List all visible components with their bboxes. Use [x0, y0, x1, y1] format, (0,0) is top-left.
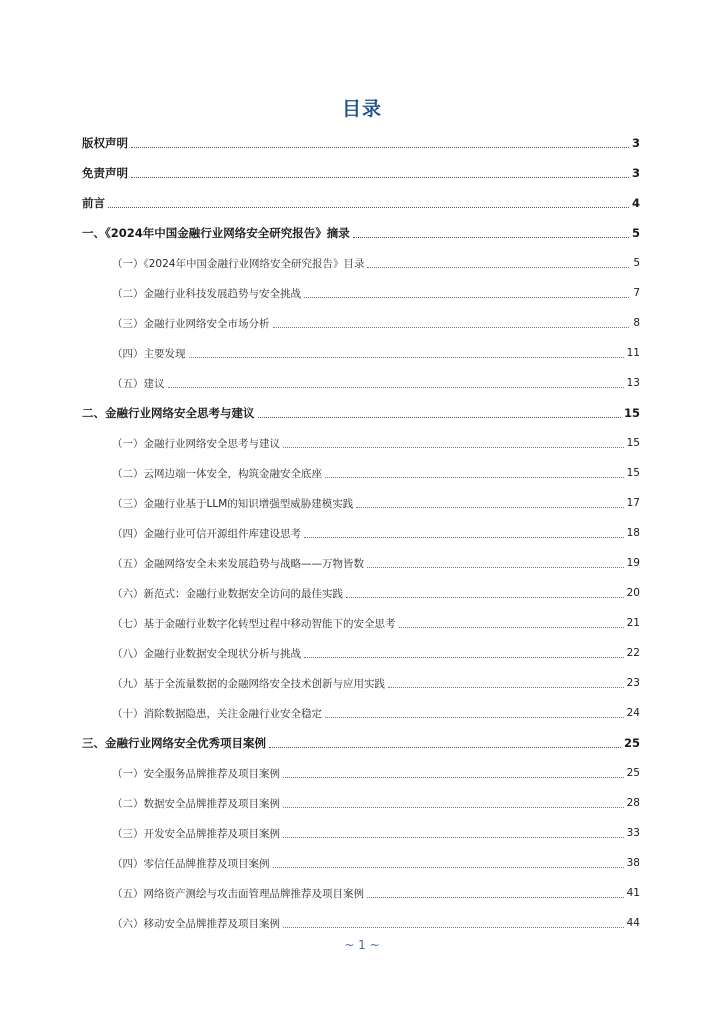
toc-entry-label: （五）金融网络安全未来发展趋势与战略——万物皆数	[112, 557, 364, 570]
toc-leader-dots	[273, 867, 624, 868]
toc-entry-page: 3	[631, 136, 640, 150]
toc-section-entry[interactable]	[82, 188, 640, 218]
toc-entry-label: 一、《2024年中国金融行业网络安全研究报告》摘录	[82, 226, 350, 240]
toc-leader-dots	[367, 567, 624, 568]
toc-entry-label: （二）云网边端一体安全，构筑金融安全底座	[112, 467, 322, 480]
toc-entry-label: （五）建议	[112, 377, 165, 390]
toc-subsection-entry[interactable]	[112, 368, 640, 398]
toc-entry-page: 23	[626, 677, 640, 689]
toc-leader-dots	[304, 657, 624, 658]
toc-entry-label: （八）金融行业数据安全现状分析与挑战	[112, 647, 301, 660]
toc-entry-label: （九）基于全流量数据的金融网络安全技术创新与应用实践	[112, 677, 385, 690]
toc-entry-page: 17	[626, 497, 640, 509]
toc-leader-dots	[108, 207, 629, 208]
toc-entry-page: 41	[626, 887, 640, 899]
toc-subsection-entry[interactable]	[112, 338, 640, 368]
toc-entry-page: 38	[626, 857, 640, 869]
toc-entry-page: 21	[626, 617, 640, 629]
toc-subsection-entry[interactable]	[112, 638, 640, 668]
toc-entry-label: （一）金融行业网络安全思考与建议	[112, 437, 280, 450]
toc-leader-dots	[304, 537, 624, 538]
toc-entry-label: （四）主要发现	[112, 347, 186, 360]
toc-subsection-entry[interactable]	[112, 578, 640, 608]
toc-leader-dots	[304, 297, 629, 298]
toc-leader-dots	[283, 927, 624, 928]
toc-entry-page: 4	[631, 196, 640, 210]
toc-entry-label: （十）消除数据隐患，关注金融行业安全稳定	[112, 707, 322, 720]
toc-entry-label: （二）金融行业科技发展趋势与安全挑战	[112, 287, 301, 300]
toc-entry-page: 5	[631, 226, 640, 240]
toc-entry-page: 8	[633, 317, 640, 329]
toc-entry-label: （六）新范式：金融行业数据安全访问的最佳实践	[112, 587, 343, 600]
toc-leader-dots	[283, 777, 624, 778]
toc-entry-label: （二）数据安全品牌推荐及项目案例	[112, 797, 280, 810]
toc-entry-label: （六）移动安全品牌推荐及项目案例	[112, 917, 280, 930]
toc-subsection-entry[interactable]	[112, 308, 640, 338]
toc-subsection-entry[interactable]	[112, 668, 640, 698]
toc-leader-dots	[273, 327, 630, 328]
toc-entry-label: （三）金融行业基于LLM的知识增强型威胁建模实践	[112, 497, 354, 510]
toc-leader-dots	[399, 627, 624, 628]
toc-entry-label: （四）零信任品牌推荐及项目案例	[112, 857, 270, 870]
toc-leader-dots	[189, 357, 624, 358]
toc-entry-page: 15	[623, 406, 640, 420]
toc-subsection-entry[interactable]	[112, 458, 640, 488]
toc-entry-page: 28	[626, 797, 640, 809]
toc-subsection-entry[interactable]	[112, 758, 640, 788]
toc-leader-dots	[325, 717, 624, 718]
toc-leader-dots	[325, 477, 624, 478]
table-of-contents	[82, 128, 640, 938]
toc-leader-dots	[346, 597, 624, 598]
toc-leader-dots	[131, 177, 629, 178]
toc-entry-label: 二、金融行业网络安全思考与建议	[82, 406, 255, 420]
toc-leader-dots	[283, 807, 624, 808]
toc-leader-dots	[283, 837, 624, 838]
toc-leader-dots	[131, 147, 629, 148]
page-number: ~ 1 ~	[344, 938, 380, 952]
toc-entry-page: 5	[633, 257, 640, 269]
toc-entry-page: 3	[631, 166, 640, 180]
toc-section-entry[interactable]	[82, 398, 640, 428]
toc-entry-label: 三、金融行业网络安全优秀项目案例	[82, 736, 266, 750]
toc-entry-label: 前言	[82, 196, 105, 210]
toc-entry-page: 7	[633, 287, 640, 299]
toc-entry-page: 11	[626, 347, 640, 359]
toc-subsection-entry[interactable]	[112, 818, 640, 848]
toc-entry-label: （三）金融行业网络安全市场分析	[112, 317, 270, 330]
toc-subsection-entry[interactable]	[112, 698, 640, 728]
toc-subsection-entry[interactable]	[112, 908, 640, 938]
toc-entry-page: 25	[623, 736, 640, 750]
toc-subsection-entry[interactable]	[112, 248, 640, 278]
toc-entry-label: （七）基于金融行业数字化转型过程中移动智能下的安全思考	[112, 617, 396, 630]
toc-section-entry[interactable]	[82, 728, 640, 758]
toc-entry-page: 44	[626, 917, 640, 929]
toc-entry-page: 13	[626, 377, 640, 389]
toc-entry-page: 24	[626, 707, 640, 719]
toc-leader-dots	[367, 267, 629, 268]
toc-entry-label: （三）开发安全品牌推荐及项目案例	[112, 827, 280, 840]
toc-leader-dots	[283, 447, 624, 448]
toc-subsection-entry[interactable]	[112, 608, 640, 638]
toc-entry-page: 19	[626, 557, 640, 569]
toc-subsection-entry[interactable]	[112, 788, 640, 818]
toc-entry-label: 版权声明	[82, 136, 128, 150]
toc-leader-dots	[258, 417, 621, 418]
toc-entry-page: 22	[626, 647, 640, 659]
toc-entry-page: 25	[626, 767, 640, 779]
toc-entry-page: 18	[626, 527, 640, 539]
toc-leader-dots	[168, 387, 624, 388]
toc-entry-label: （四）金融行业可信开源组件库建设思考	[112, 527, 301, 540]
toc-entry-label: （一）安全服务品牌推荐及项目案例	[112, 767, 280, 780]
toc-entry-page: 33	[626, 827, 640, 839]
toc-subsection-entry[interactable]	[112, 488, 640, 518]
toc-subsection-entry[interactable]	[112, 548, 640, 578]
toc-subsection-entry[interactable]	[112, 428, 640, 458]
toc-leader-dots	[356, 507, 623, 508]
toc-section-entry[interactable]	[82, 218, 640, 248]
toc-leader-dots	[367, 897, 624, 898]
toc-entry-page: 15	[626, 437, 640, 449]
toc-entry-label: （五）网络资产测绘与攻击面管理品牌推荐及项目案例	[112, 887, 364, 900]
toc-leader-dots	[269, 747, 621, 748]
toc-entry-page: 20	[626, 587, 640, 599]
toc-subsection-entry[interactable]	[112, 278, 640, 308]
toc-section-entry[interactable]	[82, 128, 640, 158]
toc-entry-label: （一）《2024年中国金融行业网络安全研究报告》目录	[112, 257, 365, 270]
toc-subsection-entry[interactable]	[112, 848, 640, 878]
toc-subsection-entry[interactable]	[112, 518, 640, 548]
toc-entry-label: 免责声明	[82, 166, 128, 180]
toc-entry-page: 15	[626, 467, 640, 479]
toc-section-entry[interactable]	[82, 158, 640, 188]
toc-subsection-entry[interactable]	[112, 878, 640, 908]
toc-leader-dots	[388, 687, 624, 688]
toc-title: 目录	[341, 98, 382, 120]
toc-leader-dots	[353, 237, 629, 238]
